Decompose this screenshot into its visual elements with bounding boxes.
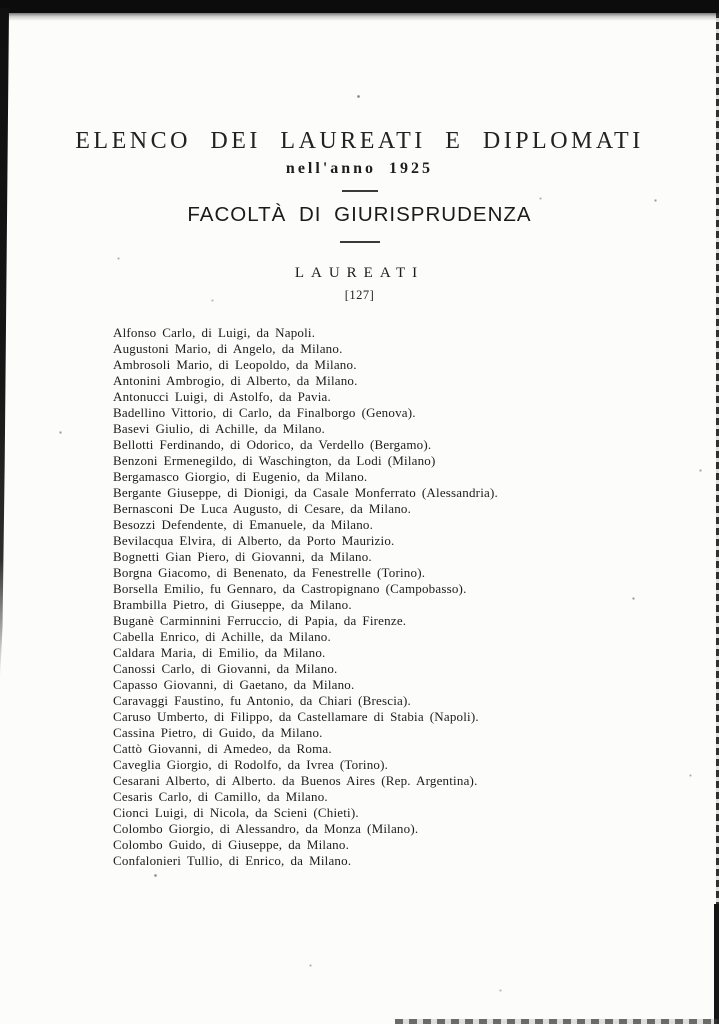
scan-artifact-top-band: [0, 0, 719, 13]
scan-artifact-left-strip: [0, 8, 9, 680]
page-subtitle: nell'anno 1925: [285, 160, 434, 177]
list-item: Borgna Giacomo, di Benenato, da Fenestrelle (Torino).: [113, 565, 426, 580]
list-item: Ambrosoli Mario, di Leopoldo, da Milano.: [113, 357, 357, 372]
list-item: Buganè Carminnini Ferruccio, di Papia, da Firenze.: [113, 613, 407, 628]
list-item: Bergante Giuseppe, di Dionigi, da Casale Monferrato (Alessandria).: [113, 485, 498, 500]
list-item: Cesaris Carlo, di Camillo, da Milano.: [113, 789, 328, 804]
list-item: Bognetti Gian Piero, di Giovanni, da Milano.: [113, 549, 372, 564]
list-item: Colombo Guido, di Giuseppe, da Milano.: [113, 837, 350, 852]
list-item: Badellino Vittorio, di Carlo, da Finalborgo (Genova).: [113, 405, 416, 420]
list-item: Brambilla Pietro, di Giuseppe, da Milano.: [113, 597, 352, 612]
list-item: Alfonso Carlo, di Luigi, da Napoli.: [113, 325, 316, 340]
list-item: Caravaggi Faustino, fu Antonio, da Chiari (Brescia).: [113, 693, 411, 708]
list-item: Augustoni Mario, di Angelo, da Milano.: [113, 341, 343, 356]
list-item: Colombo Giorgio, di Alessandro, da Monza (Milano).: [113, 821, 419, 836]
faculty-heading: FACOLTÀ DI GIURISPRUDENZA: [187, 203, 532, 226]
page-title: ELENCO DEI LAUREATI E DIPLOMATI: [75, 128, 644, 154]
list-item: Caveglia Giorgio, di Rodolfo, da Ivrea (Torino).: [113, 757, 389, 772]
list-item: Capasso Giovanni, di Gaetano, da Milano.: [113, 677, 355, 692]
list-item: Caruso Umberto, di Filippo, da Castellamare di Stabia (Napoli).: [113, 709, 479, 724]
list-item: Cassina Pietro, di Guido, da Milano.: [113, 725, 323, 740]
list-item: Cattò Giovanni, di Amedeo, da Roma.: [113, 741, 332, 756]
list-item: Caldara Maria, di Emilio, da Milano.: [113, 645, 326, 660]
list-count: [127]: [344, 288, 375, 302]
list-item: Canossi Carlo, di Giovanni, da Milano.: [113, 661, 338, 676]
list-item: Confalonieri Tullio, di Enrico, da Milano.: [113, 853, 352, 868]
list-item: Antonucci Luigi, di Astolfo, da Pavia.: [113, 389, 331, 404]
list-item: Borsella Emilio, fu Gennaro, da Castropignano (Campobasso).: [113, 581, 467, 596]
list-heading: LAUREATI: [294, 265, 425, 281]
list-item: Besozzi Defendente, di Emanuele, da Milano.: [113, 517, 374, 532]
list-item: Cesarani Alberto, di Alberto. da Buenos Aires (Rep. Argentina).: [113, 773, 478, 788]
list-item: Bergamasco Giorgio, di Eugenio, da Milano.: [113, 469, 368, 484]
list-item: Cabella Enrico, di Achille, da Milano.: [113, 629, 331, 644]
list-item: Bellotti Ferdinando, di Odorico, da Verdello (Bergamo).: [113, 437, 432, 452]
divider-rule: [342, 190, 378, 192]
list-item: Bevilacqua Elvira, di Alberto, da Porto Maurizio.: [113, 533, 395, 548]
scan-artifact-bottom-band: [395, 1019, 719, 1024]
divider-rule: [340, 241, 380, 243]
list-item: Basevi Giulio, di Achille, da Milano.: [113, 421, 325, 436]
scan-artifact-speckles: [0, 0, 1, 1]
list-item: Cionci Luigi, di Nicola, da Scieni (Chieti).: [113, 805, 359, 820]
scan-artifact-bottom-right-corner: [714, 904, 719, 1024]
document-header: [0, 0, 719, 243]
list-item: Antonini Ambrogio, di Alberto, da Milano.: [113, 373, 358, 388]
list-item: Benzoni Ermenegildo, di Waschington, da Lodi (Milano): [113, 453, 436, 468]
list-item: Bernasconi De Luca Augusto, di Cesare, da Milano.: [113, 501, 412, 516]
graduate-list: [113, 325, 659, 869]
